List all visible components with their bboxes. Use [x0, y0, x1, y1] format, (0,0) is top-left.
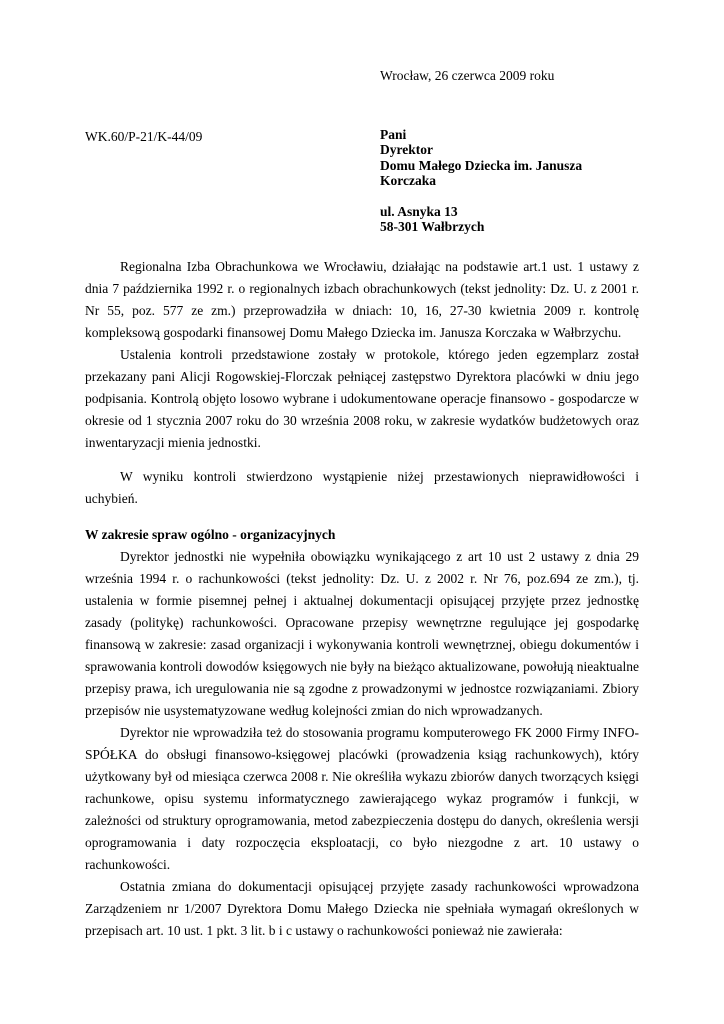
addressee-street: ul. Asnyka 13 — [380, 203, 458, 219]
section-heading: W zakresie spraw ogólno - organizacyjnych — [85, 527, 336, 542]
addressee-salutation: Pani — [380, 127, 407, 142]
paragraph-last-change: Ostatnia zmiana do dokumentacji opisującej przyjęte zasady rachunkowości wprowadzona Zarządzeniem nr 1/2007 Dyrektora Domu Małego Dziecka nie spełniała wymagań określonych w przepisach art. 10 ust. 1 pkt. 3 lit. b i c ustawy o rachunkowości ponieważ nie zawierała: — [85, 879, 639, 938]
addressee-city: 58-301 Wałbrzych — [380, 219, 485, 235]
paragraph-intro: Regionalna Izba Obrachunkowa we Wrocławiu, działając na podstawie art.1 ust. 1 ustawy z dnia 7 października 1992 r. o regionalnych izbach obrachunkowych (tekst jednolity: Dz. U. z 2001 r. Nr 55, poz. 577 ze zm.) przeprowadziła w dniach: 10, 16, 27-30 kwietnia 2009 r. kontrolę kompleksową gospodarki finansowej Domu Małego Dziecka im. Janusza Korczaka w Wałbrzychu. — [85, 259, 639, 340]
paragraph-summary: W wyniku kontroli stwierdzono wystąpienie niżej przestawionych nieprawidłowości i uchybień. — [85, 469, 639, 506]
addressee-title: Dyrektor — [380, 142, 433, 158]
addressee-institution: Domu Małego Dziecka im. Janusza — [380, 157, 583, 173]
addressee-institution-cont: Korczaka — [380, 173, 436, 189]
addressee-block — [380, 127, 650, 234]
paragraph-software: Dyrektor nie wprowadziła też do stosowania programu komputerowego FK 2000 Firmy INFO-SPÓŁKA do obsługi finansowo-księgowej placówki (prowadzenia ksiąg rachunkowych), który użytkowany był od miesiąca czerwca 2008 r. Nie określiła wykazu zbiorów danych tworzących księgi rachunkowe, opisu systemu informatycznego zawierającego wykaz programów i funkcji, w zależności od struktury oprogramowania, metod zabezpieczenia dostępu do danych, określenia wersji oprogramowania i daty rozpoczęcia eksploatacji, co było niezgodne z art. 10 ustawy o rachunkowości. — [85, 725, 639, 872]
paragraph-accounting-policy: Dyrektor jednostki nie wypełniła obowiązku wynikającego z art 10 ust 2 ustawy z dnia 29 września 1994 r. o rachunkowości (tekst jednolity: Dz. U. z 2002 r. Nr 76, poz.694 ze zm.), tj. ustalenia w formie pisemnej pełnej i aktualnej dokumentacji opisującej przyjęte przez jednostkę zasady (politykę) rachunkowości. Opracowane przepisy wewnętrzne regulujące jej gospodarkę finansową w zakresie: zasad organizacji i wykonywania kontroli wewnętrznej, obiegu dokumentów i sprawowania kontroli dowodów księgowych nie były na bieżąco aktualizowane, powołują nieaktualne przepisy prawa, ich uregulowania nie są zgodne z prowadzonymi w jednostce rozwiązaniami. Zbiory przepisów nie usystematyzowane według kolejności zmian do nich wprowadzanych. — [85, 549, 639, 718]
place-date: Wrocław, 26 czerwca 2009 roku — [380, 68, 555, 83]
paragraph-findings-scope: Ustalenia kontroli przedstawione zostały w protokole, którego jeden egzemplarz został przekazany pani Alicji Rogowskiej-Florczak pełniącej zastępstwo Dyrektora placówki w dniu jego podpisania. Kontrolą objęto losowo wybrane i udokumentowane operacje finansowo - gospodarcze w okresie od 1 stycznia 2007 roku do 30 września 2008 roku, w zakresie wydatków budżetowych oraz inwentaryzacji mienia jednostki. — [85, 347, 639, 450]
letter-body — [85, 256, 639, 942]
reference-number: WK.60/P-21/K-44/09 — [85, 129, 203, 144]
